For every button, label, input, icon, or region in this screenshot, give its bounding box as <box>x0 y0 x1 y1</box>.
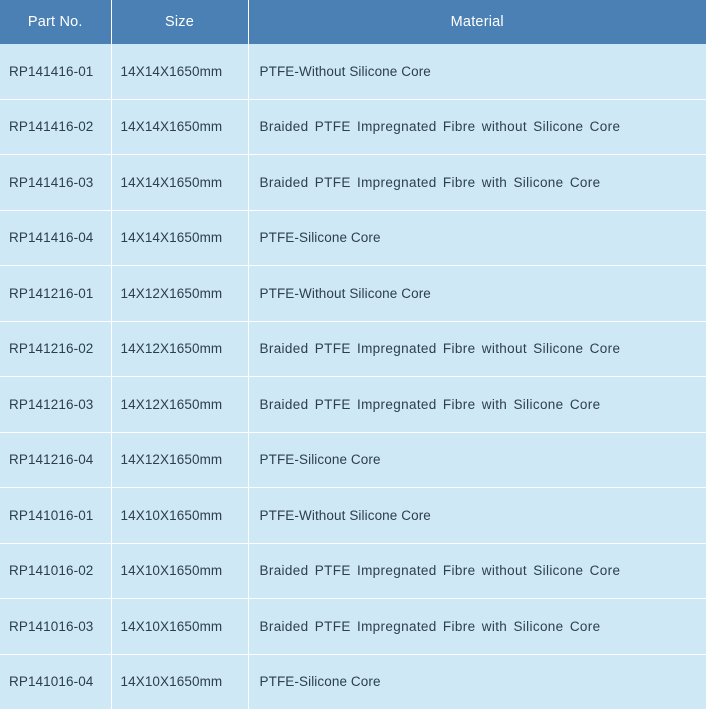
cell-part-no: RP141416-01 <box>0 44 111 99</box>
cell-part-no: RP141216-04 <box>0 432 111 488</box>
cell-size: 14X10X1650mm <box>111 654 248 710</box>
cell-part-no: RP141016-03 <box>0 599 111 655</box>
cell-part-no: RP141416-04 <box>0 210 111 266</box>
column-header-part-no: Part No. <box>0 0 111 44</box>
cell-material: PTFE-Silicone Core <box>248 654 706 710</box>
cell-size: 14X12X1650mm <box>111 266 248 322</box>
cell-part-no: RP141016-01 <box>0 488 111 544</box>
table-row <box>0 155 706 211</box>
cell-material: PTFE-Silicone Core <box>248 432 706 488</box>
cell-size: 14X14X1650mm <box>111 155 248 211</box>
cell-size: 14X10X1650mm <box>111 599 248 655</box>
column-header-size: Size <box>111 0 248 44</box>
table-row <box>0 432 706 488</box>
cell-part-no: RP141216-03 <box>0 377 111 433</box>
cell-material: Braided PTFE Impregnated Fibre without Silicone Core <box>248 99 706 155</box>
cell-material: PTFE-Without Silicone Core <box>248 44 706 99</box>
cell-size: 14X14X1650mm <box>111 44 248 99</box>
cell-size: 14X10X1650mm <box>111 543 248 599</box>
table-row <box>0 543 706 599</box>
cell-material: Braided PTFE Impregnated Fibre with Silicone Core <box>248 377 706 433</box>
cell-part-no: RP141016-04 <box>0 654 111 710</box>
cell-size: 14X14X1650mm <box>111 99 248 155</box>
table-row <box>0 377 706 433</box>
cell-part-no: RP141416-03 <box>0 155 111 211</box>
cell-size: 14X12X1650mm <box>111 432 248 488</box>
table-row <box>0 488 706 544</box>
cell-part-no: RP141016-02 <box>0 543 111 599</box>
cell-size: 14X10X1650mm <box>111 488 248 544</box>
table-row <box>0 44 706 99</box>
table-header-row <box>0 0 706 44</box>
cell-size: 14X12X1650mm <box>111 321 248 377</box>
table-row <box>0 321 706 377</box>
cell-size: 14X14X1650mm <box>111 210 248 266</box>
cell-material: Braided PTFE Impregnated Fibre without Silicone Core <box>248 543 706 599</box>
table-header <box>0 0 706 44</box>
cell-part-no: RP141216-02 <box>0 321 111 377</box>
cell-material: PTFE-Silicone Core <box>248 210 706 266</box>
table-body <box>0 44 706 710</box>
cell-material: PTFE-Without Silicone Core <box>248 488 706 544</box>
table-row <box>0 99 706 155</box>
cell-part-no: RP141216-01 <box>0 266 111 322</box>
table-row <box>0 210 706 266</box>
cell-material: Braided PTFE Impregnated Fibre with Silicone Core <box>248 599 706 655</box>
table-row <box>0 654 706 710</box>
cell-material: Braided PTFE Impregnated Fibre with Silicone Core <box>248 155 706 211</box>
cell-material: PTFE-Without Silicone Core <box>248 266 706 322</box>
cell-size: 14X12X1650mm <box>111 377 248 433</box>
cell-part-no: RP141416-02 <box>0 99 111 155</box>
cell-material: Braided PTFE Impregnated Fibre without Silicone Core <box>248 321 706 377</box>
table-row <box>0 599 706 655</box>
table-row <box>0 266 706 322</box>
column-header-material: Material <box>248 0 706 44</box>
